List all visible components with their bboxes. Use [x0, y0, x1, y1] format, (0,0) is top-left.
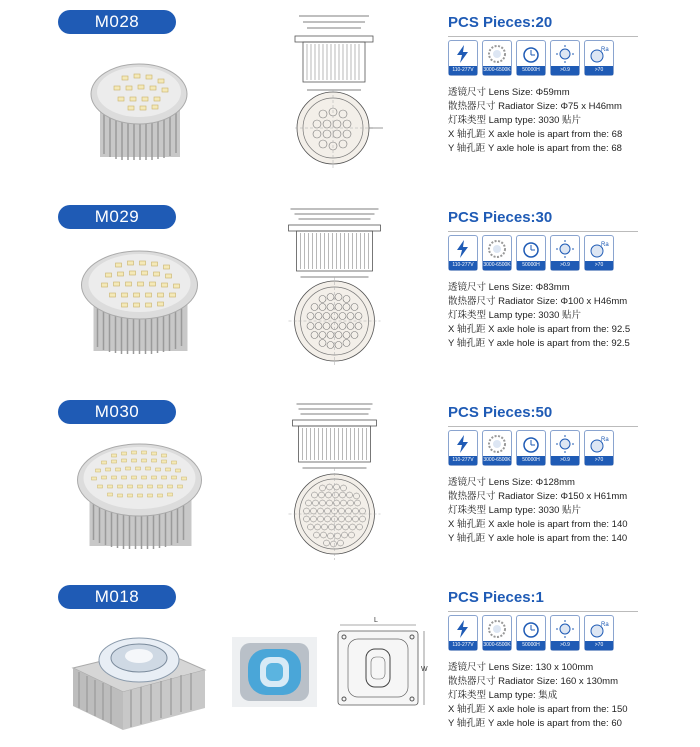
ra-index-icon: Ra >70 [584, 615, 614, 651]
spec-lamp-type: 灯珠类型 Lamp type: 集成 [448, 690, 558, 701]
spec-radiator-size: 散热器尺寸 Radiator Size: 160 x 130mm [448, 676, 619, 687]
pcs-pieces: PCS Pieces:1 [448, 589, 544, 606]
spec-lens-size: 透镜尺寸 Lens Size: Φ59mm [448, 87, 570, 98]
feature-icons [448, 235, 628, 273]
spec-x-axle-hole: X 轴孔距 X axle hole is apart from the: 140 [448, 519, 628, 530]
spec-lens-size: 透镜尺寸 Lens Size: 130 x 100mm [448, 662, 594, 673]
svg-text:Ra: Ra [601, 242, 609, 248]
product-section-m028 [0, 0, 700, 185]
pcs-pieces: PCS Pieces:50 [448, 404, 553, 421]
spec-y-axle-hole: Y 轴孔距 Y axle hole is apart from the: 140 [448, 533, 628, 544]
spec-lamp-type: 灯珠类型 Lamp type: 3030 贴片 [448, 310, 582, 321]
svg-text:Ra: Ra [601, 47, 609, 53]
ra-index-icon: Ra >70 [584, 430, 614, 466]
svg-text:Ra: Ra [601, 622, 609, 628]
model-badge: M018 [58, 585, 176, 609]
spec-lens-size: 透镜尺寸 Lens Size: Φ83mm [448, 282, 570, 293]
lifespan-clock-icon: 50000H [516, 430, 546, 466]
product-section-m030 [0, 390, 700, 575]
spec-y-axle-hole: Y 轴孔距 Y axle hole is apart from the: 60 [448, 718, 622, 729]
spec-y-axle-hole: Y 轴孔距 Y axle hole is apart from the: 68 [448, 143, 622, 154]
divider [448, 231, 638, 232]
feature-icons [448, 430, 628, 468]
lightning-icon: 110-277V [448, 430, 478, 466]
length-label: L [374, 617, 378, 624]
color-temperature-icon: 3000-6500K [482, 235, 512, 271]
spec-x-axle-hole: X 轴孔距 X axle hole is apart from the: 150 [448, 704, 628, 715]
product-photo [68, 430, 210, 555]
spec-lamp-type: 灯珠类型 Lamp type: 3030 贴片 [448, 115, 582, 126]
lifespan-clock-icon: 50000H [516, 615, 546, 651]
spec-lamp-type: 灯珠类型 Lamp type: 3030 贴片 [448, 505, 582, 516]
product-photo [65, 620, 210, 735]
technical-drawing [285, 0, 395, 185]
ra-index-icon: Ra >70 [584, 235, 614, 271]
model-badge: M030 [58, 400, 176, 424]
spec-x-axle-hole: X 轴孔距 X axle hole is apart from the: 92.5 [448, 324, 631, 335]
technical-drawing [280, 195, 395, 380]
spec-lens-size: 透镜尺寸 Lens Size: Φ128mm [448, 477, 575, 488]
pcs-pieces: PCS Pieces:20 [448, 14, 553, 31]
ra-index-icon: Ra >70 [584, 40, 614, 76]
product-photo [72, 42, 207, 167]
product-section-m018 [0, 575, 700, 747]
lens-photo [232, 637, 317, 707]
spec-radiator-size: 散热器尺寸 Radiator Size: Φ150 x H61mm [448, 491, 628, 502]
model-badge: M028 [58, 10, 176, 34]
product-photo [68, 235, 210, 360]
spec-list [448, 476, 628, 546]
lifespan-clock-icon: 50000H [516, 40, 546, 76]
color-temperature-icon: 3000-6500K [482, 40, 512, 76]
width-label: W [421, 666, 428, 673]
model-badge: M029 [58, 205, 176, 229]
technical-drawing [280, 390, 395, 575]
color-temperature-icon: 3000-6500K [482, 615, 512, 651]
svg-text:Ra: Ra [601, 437, 609, 443]
divider [448, 611, 638, 612]
product-section-m029 [0, 195, 700, 380]
feature-icons [448, 615, 628, 653]
pcs-pieces: PCS Pieces:30 [448, 209, 553, 226]
spec-radiator-size: 散热器尺寸 Radiator Size: Φ100 x H46mm [448, 296, 628, 307]
lightning-icon: 110-277V [448, 615, 478, 651]
spec-list [448, 281, 630, 351]
lifespan-clock-icon: 50000H [516, 235, 546, 271]
power-factor-icon: >0.9 [550, 430, 580, 466]
divider [448, 36, 638, 37]
spec-list [448, 661, 628, 731]
power-factor-icon: >0.9 [550, 40, 580, 76]
power-factor-icon: >0.9 [550, 235, 580, 271]
spec-x-axle-hole: X 轴孔距 X axle hole is apart from the: 68 [448, 129, 623, 140]
feature-icons [448, 40, 628, 78]
lightning-icon: 110-277V [448, 235, 478, 271]
spec-radiator-size: 散热器尺寸 Radiator Size: Φ75 x H46mm [448, 101, 622, 112]
technical-drawing [330, 615, 430, 715]
spec-list [448, 86, 622, 156]
lightning-icon: 110-277V [448, 40, 478, 76]
color-temperature-icon: 3000-6500K [482, 430, 512, 466]
divider [448, 426, 638, 427]
spec-y-axle-hole: Y 轴孔距 Y axle hole is apart from the: 92.5 [448, 338, 630, 349]
power-factor-icon: >0.9 [550, 615, 580, 651]
